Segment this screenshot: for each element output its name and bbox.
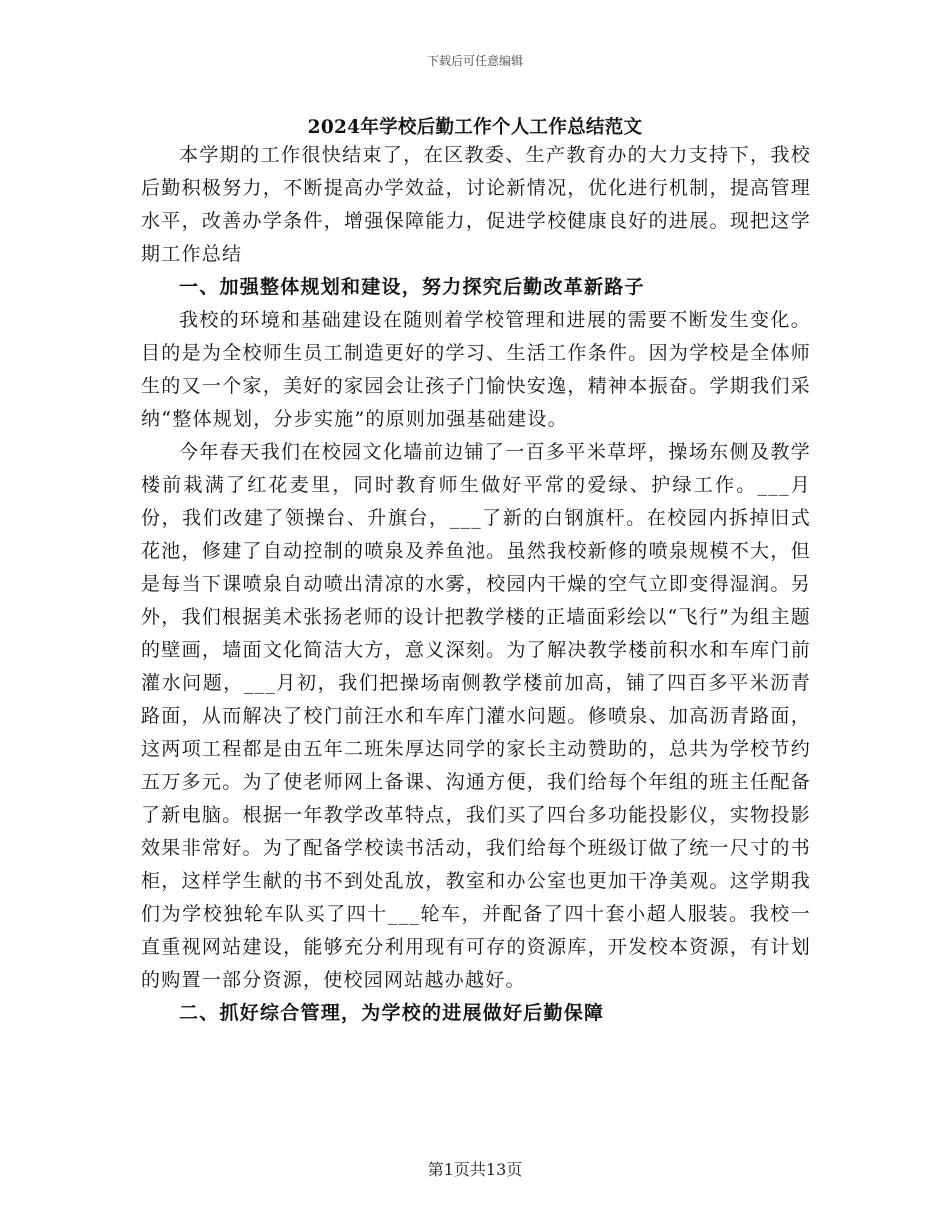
paragraph-intro: 本学期的工作很快结束了，在区教委、生产教育办的大力支持下，我校后勤积极努力，不断提高办学效益，讨论新情况，优化进行机制，提高管理水平，改善办学条件，增强保障能力，促进学校健康良好的进展。现把这学期工作总结	[141, 144, 811, 265]
section-heading-1: 一、加强整体规划和建设，努力探究后勤改革新路子	[179, 276, 645, 298]
document-body	[141, 139, 811, 1030]
section-heading-2: 二、抓好综合管理，为学校的进展做好后勤保障	[179, 1002, 605, 1024]
paragraph-spring-work: 今年春天我们在校园文化墙前边铺了一百多平米草坪，操场东侧及教学楼前栽满了红花麦里，同时教育师生做好平常的爱绿、护绿工作。___月份，我们改建了领操台、升旗台，___了新的白钢旗杆。在校园内拆掉旧式花池，修建了自动控制的喷泉及养鱼池。虽然我校新修的喷泉规模不大，但是每当下课喷泉自动喷出清凉的水雾，校园内干燥的空气立即变得湿润。另外，我们根据美术张扬老师的设计把教学楼的正墙面彩绘以“飞行”为组主题的壁画，墙面文化简洁大方，意义深刻。为了解决教学楼前积水和车库门前灌水问题，___月初，我们把操场南侧教学楼前加高，铺了四百多平米沥青路面，从而解决了校门前汪水和车库门灌水问题。修喷泉、加高沥青路面，这两项工程都是由五年二班朱厚达同学的家长主动赞助的，总共为学校节约五万多元。为了使老师网上备课、沟通方便，我们给每个年组的班主任配备了新电脑。根据一年教学改革特点，我们买了四台多功能投影仪，实物投影效果非常好。为了配备学校读书活动，我们给每个班级订做了统一尺寸的书柜，这样学生献的书不到处乱放，教室和办公室也更加干净美观。这学期我们为学校独轮车队买了四十___轮车，并配备了四十套小超人服装。我校一直重视网站建设，能够充分利用现有可存的资源库，开发校本资源，有计划的购置一部分资源，使校园网站越办越好。	[141, 441, 811, 991]
page-header-note: 下载后可任意编辑	[426, 54, 523, 68]
paragraph-environment: 我校的环境和基础建设在随则着学校管理和进展的需要不断发生变化。目的是为全校师生员工制造更好的学习、生活工作条件。因为学校是全体师生的又一个家，美好的家园会让孩子门愉快安逸，精神本振奋。学期我们采纳“整体规划，分步实施”的原则加强基础建设。	[141, 309, 811, 430]
document-title: 2024年学校后勤工作个人工作总结范文	[307, 117, 643, 138]
page-number: 第1页共13页	[427, 1160, 523, 1179]
